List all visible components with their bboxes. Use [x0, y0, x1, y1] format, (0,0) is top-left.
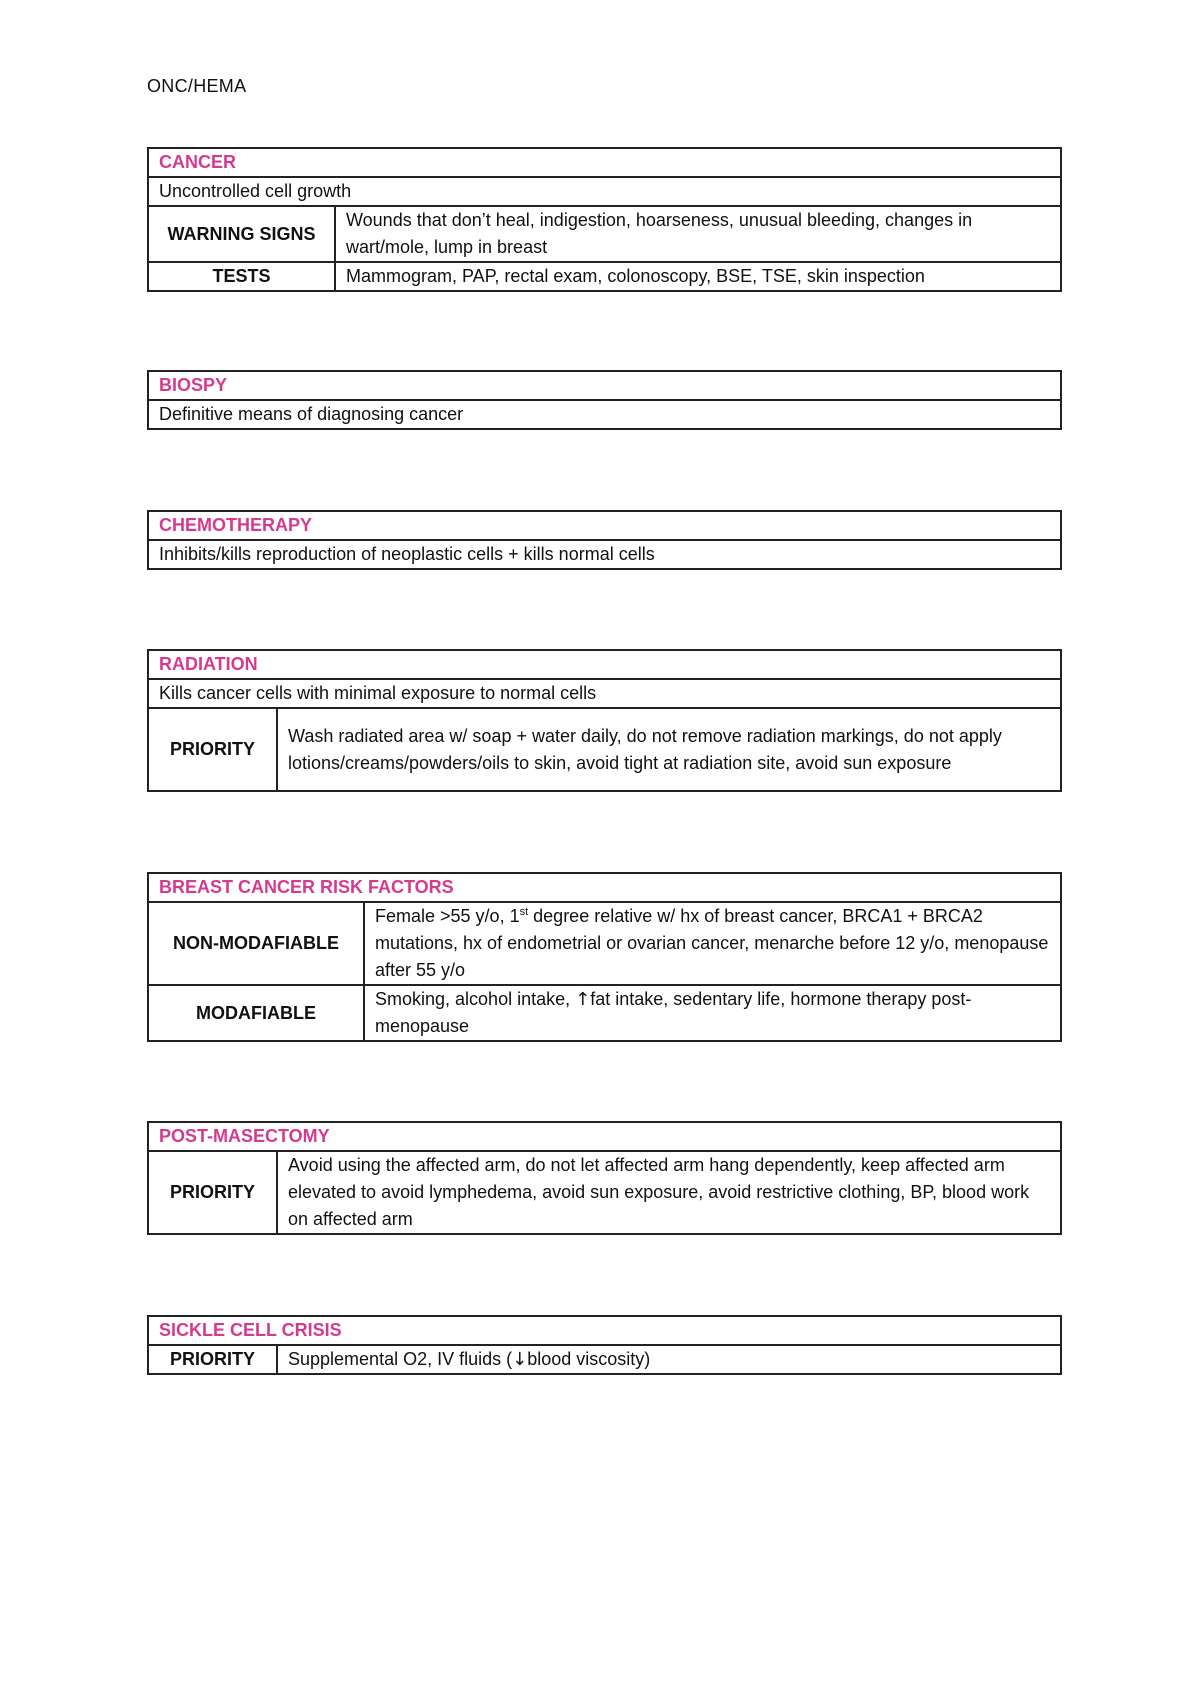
radiation-table — [147, 649, 1062, 792]
cancer-title: CANCER — [148, 148, 1061, 177]
non-modifiable-value — [364, 902, 1061, 985]
sickle-cell-priority-value — [277, 1345, 1061, 1374]
non-modifiable-label: NON-MODAFIABLE — [148, 902, 364, 985]
sickle-cell-priority-label: PRIORITY — [148, 1345, 277, 1374]
post-mastectomy-table — [147, 1121, 1062, 1235]
tests-label: TESTS — [148, 262, 335, 291]
arrow-down-icon: ↓ — [512, 1349, 528, 1370]
modifiable-text-start: Smoking, alcohol intake, — [375, 989, 576, 1009]
non-modifiable-text-end: degree relative w/ hx of breast cancer, BRCA1 + BRCA2 mutations, hx of endometrial or ovarian cancer, menarche before 12 y/o, menopause after 55 y/o — [375, 906, 1049, 980]
tests-value: Mammogram, PAP, rectal exam, colonoscopy, BSE, TSE, skin inspection — [335, 262, 1061, 291]
warning-signs-label: WARNING SIGNS — [148, 206, 335, 262]
modifiable-value — [364, 985, 1061, 1041]
ordinal-superscript: st — [519, 906, 529, 918]
non-modifiable-text-start: Female >55 y/o, 1 — [375, 906, 520, 926]
cancer-definition: Uncontrolled cell growth — [148, 177, 1061, 206]
breast-cancer-table — [147, 872, 1062, 1042]
radiation-title: RADIATION — [148, 650, 1061, 679]
chemotherapy-title: CHEMOTHERAPY — [148, 511, 1061, 540]
post-mastectomy-priority-value: Avoid using the affected arm, do not let affected arm hang dependently, keep affected arm elevated to avoid lymphedema, avoid sun exposure, avoid restrictive clothing, BP, blood work on affected arm — [277, 1151, 1061, 1234]
sickle-cell-table — [147, 1315, 1062, 1375]
warning-signs-value: Wounds that don’t heal, indigestion, hoarseness, unusual bleeding, changes in wart/mole, lump in breast — [335, 206, 1061, 262]
post-mastectomy-priority-label: PRIORITY — [148, 1151, 277, 1234]
sickle-cell-text-start: Supplemental O2, IV fluids ( — [288, 1349, 513, 1369]
radiation-definition: Kills cancer cells with minimal exposure to normal cells — [148, 679, 1061, 708]
breast-cancer-title: BREAST CANCER RISK FACTORS — [148, 873, 1061, 902]
page-title: ONC/HEMA — [147, 76, 247, 96]
chemotherapy-definition: Inhibits/kills reproduction of neoplastic cells + kills normal cells — [148, 540, 1061, 569]
sickle-cell-title: SICKLE CELL CRISIS — [148, 1316, 1061, 1345]
modifiable-text-end: fat intake, sedentary life, hormone therapy post-menopause — [375, 989, 972, 1036]
radiation-priority-value: Wash radiated area w/ soap + water daily, do not remove radiation markings, do not apply lotions/creams/powders/oils to skin, avoid tight at radiation site, avoid sun exposure — [277, 708, 1061, 791]
arrow-up-icon: ↑ — [575, 989, 591, 1010]
post-mastectomy-title: POST-MASECTOMY — [148, 1122, 1061, 1151]
radiation-priority-label: PRIORITY — [148, 708, 277, 791]
biopsy-table — [147, 370, 1062, 430]
modifiable-label: MODAFIABLE — [148, 985, 364, 1041]
biopsy-definition: Definitive means of diagnosing cancer — [148, 400, 1061, 429]
sickle-cell-text-end: blood viscosity) — [527, 1349, 651, 1369]
cancer-table — [147, 147, 1062, 292]
biopsy-title: BIOSPY — [148, 371, 1061, 400]
chemotherapy-table — [147, 510, 1062, 570]
